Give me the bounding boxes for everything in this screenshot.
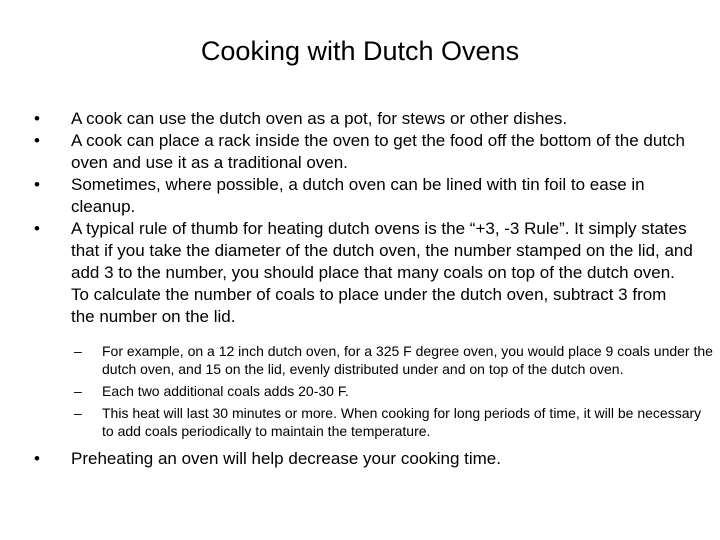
bullet-text: A cook can place a rack inside the oven to get the food off the bottom of the dutch oven and use it as a traditional oven. [71,131,685,172]
sub-bullet-text: For example, on a 12 inch dutch oven, for a 325 F degree oven, you would place 9 coals under the dutch oven, and 15 on the lid, evenly distributed under and on top of the dutch oven. [102,343,713,377]
sub-bullet-text: Each two additional coals adds 20-30 F. [102,383,349,399]
dash-icon: – [74,343,82,359]
bullet-item [34,174,694,218]
bullet-text: A cook can use the dutch oven as a pot, for stews or other dishes. [71,109,568,128]
sub-bullet-text: This heat will last 30 minutes or more. When cooking for long periods of time, it will be necessary to add coals periodically to maintain the temperature. [102,405,702,439]
bullet-item [34,130,694,174]
bullet-dot-icon: • [34,449,40,468]
sub-bullet-list [74,342,714,440]
bullet-list [34,108,713,470]
slide-title: Cooking with Dutch Ovens [200,36,520,66]
bullet-dot-icon: • [34,131,40,150]
bullet-dot-icon: • [34,175,40,194]
bullet-item [34,108,694,130]
bullet-dot-icon: • [34,219,40,238]
sub-bullet-item [74,382,714,400]
sub-bullet-item [74,342,714,378]
bullet-dot-icon: • [34,109,40,128]
bullet-item [34,448,694,470]
dash-icon: – [74,405,82,421]
bullet-text: A typical rule of thumb for heating dutch ovens is the “+3, -3 Rule”. It simply states that if you take the diameter of the dutch oven, the number stamped on the lid, and add 3 to the number, you should place that many coals on top of the dutch oven. To calculate the number of coals to place under the dutch oven, subtract 3 from the number on the lid. [71,219,693,326]
dash-icon: – [74,383,82,399]
bullet-text: Preheating an oven will help decrease your cooking time. [71,449,501,468]
sub-bullet-item [74,404,714,440]
bullet-item [34,218,713,440]
bullet-text: Sometimes, where possible, a dutch oven can be lined with tin foil to ease in cleanup. [71,175,645,216]
